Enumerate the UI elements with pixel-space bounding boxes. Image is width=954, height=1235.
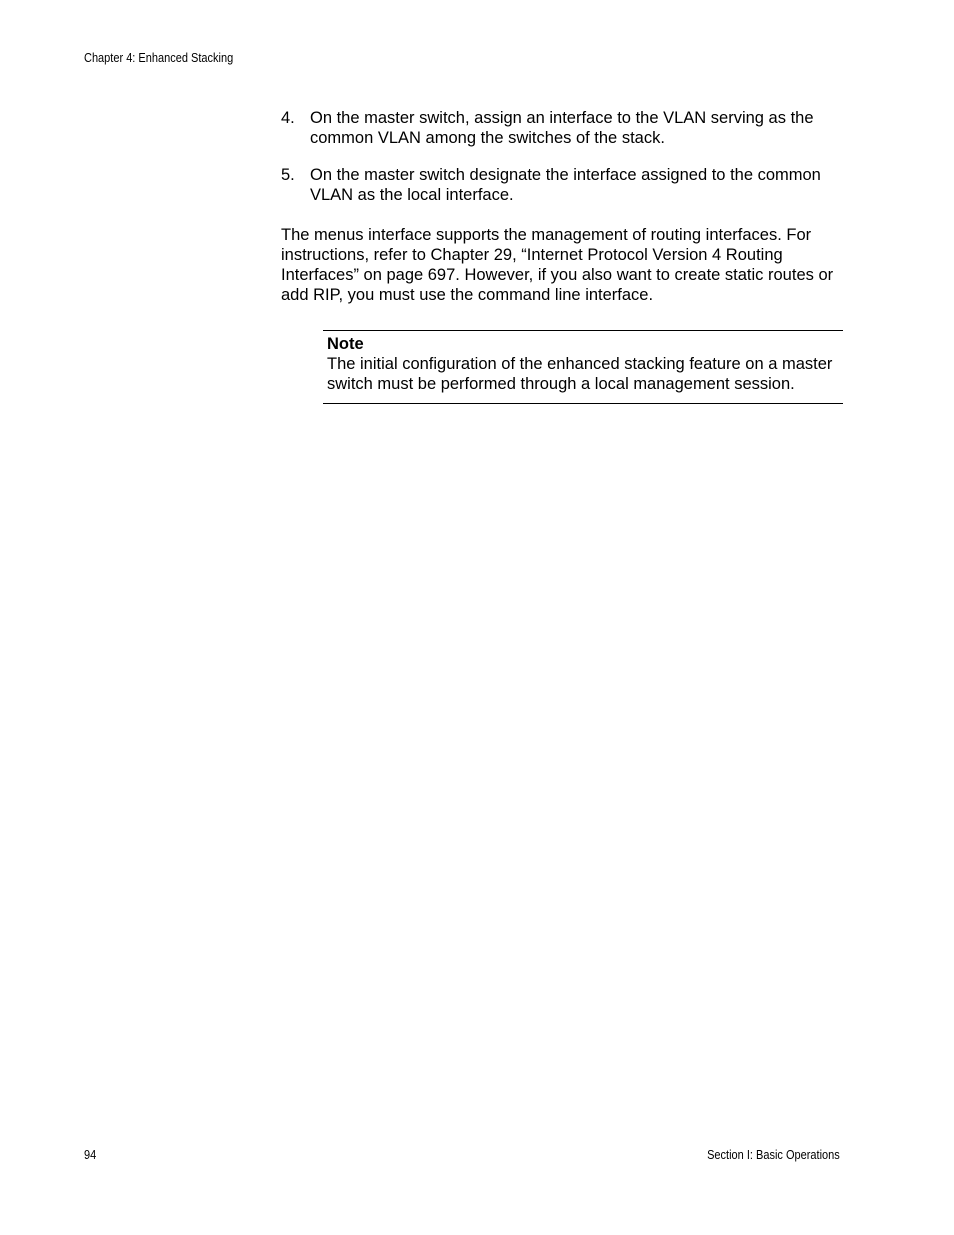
note-text: The initial configuration of the enhanced stacking feature on a master switch must be performed through a local management session. [327, 355, 833, 393]
step-4 [281, 108, 843, 148]
body-paragraph: The menus interface supports the management of routing interfaces. For instructions, refer to Chapter 29, “Internet Protocol Version 4 Routing Interfaces” on page 697. However, if you also want to create static routes or add RIP, you must use the command line interface. [281, 226, 834, 304]
step-text: On the master switch, assign an interface to the VLAN serving as the common VLAN among the switches of the stack. [310, 109, 814, 147]
note-box [323, 330, 843, 404]
footer-section: Section I: Basic Operations [707, 1148, 840, 1162]
step-text: On the master switch designate the interface assigned to the common VLAN as the local interface. [310, 166, 821, 204]
step-5 [281, 165, 843, 205]
page-content [281, 108, 843, 404]
note-title: Note [327, 335, 364, 353]
page-number: 94 [84, 1148, 97, 1162]
running-header: Chapter 4: Enhanced Stacking [84, 51, 234, 65]
step-number: 4. [281, 109, 295, 127]
step-number: 5. [281, 166, 295, 184]
